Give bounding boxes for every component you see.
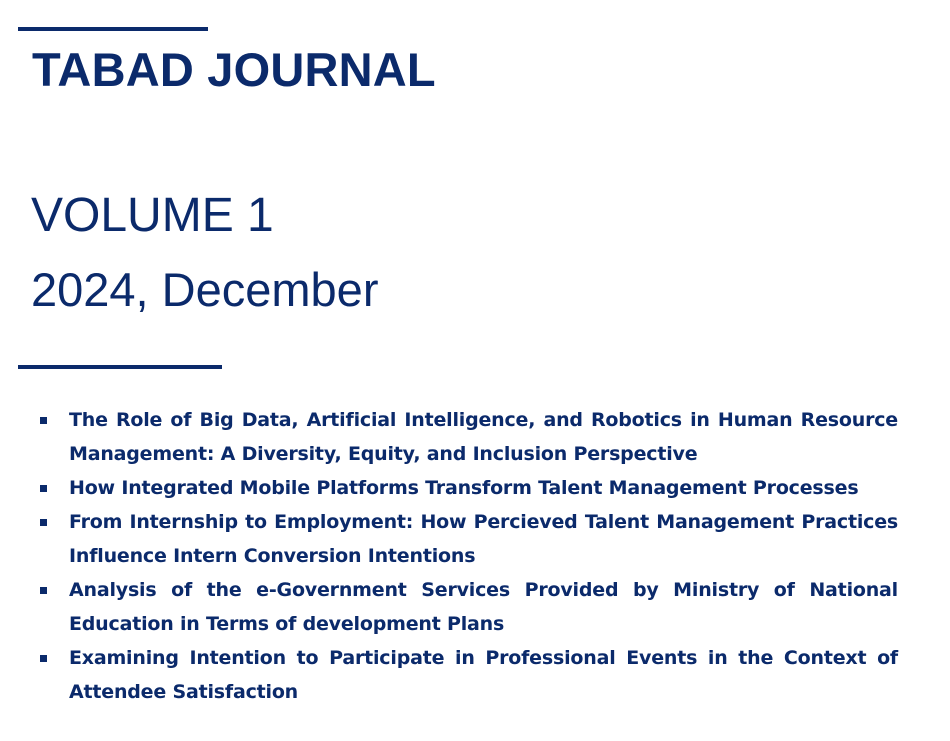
article-item	[38, 641, 898, 709]
article-item	[38, 505, 898, 573]
volume-label: VOLUME 1	[31, 189, 274, 242]
article-title: Analysis of the e-Government Services Provided by Ministry of National Education in Terms of development Plans	[69, 579, 898, 635]
article-title: The Role of Big Data, Artificial Intelligence, and Robotics in Human Resource Management: A Diversity, Equity, and Inclusion Perspective	[69, 409, 898, 465]
square-bullet-icon	[40, 417, 47, 424]
top-divider	[18, 27, 208, 31]
section-divider	[18, 365, 222, 369]
article-title: From Internship to Employment: How Percieved Talent Management Practices Influence Intern Conversion Intentions	[69, 511, 898, 567]
issue-date: 2024, December	[31, 263, 379, 316]
journal-title: TABAD JOURNAL	[32, 43, 436, 96]
square-bullet-icon	[40, 485, 47, 492]
square-bullet-icon	[40, 655, 47, 662]
article-list	[38, 403, 898, 709]
square-bullet-icon	[40, 519, 47, 526]
square-bullet-icon	[40, 587, 47, 594]
article-item	[38, 403, 898, 471]
article-title: Examining Intention to Participate in Professional Events in the Context of Attendee Satisfaction	[69, 647, 898, 703]
article-item	[38, 573, 898, 641]
article-item	[38, 471, 898, 505]
article-title: How Integrated Mobile Platforms Transform Talent Management Processes	[69, 477, 859, 499]
